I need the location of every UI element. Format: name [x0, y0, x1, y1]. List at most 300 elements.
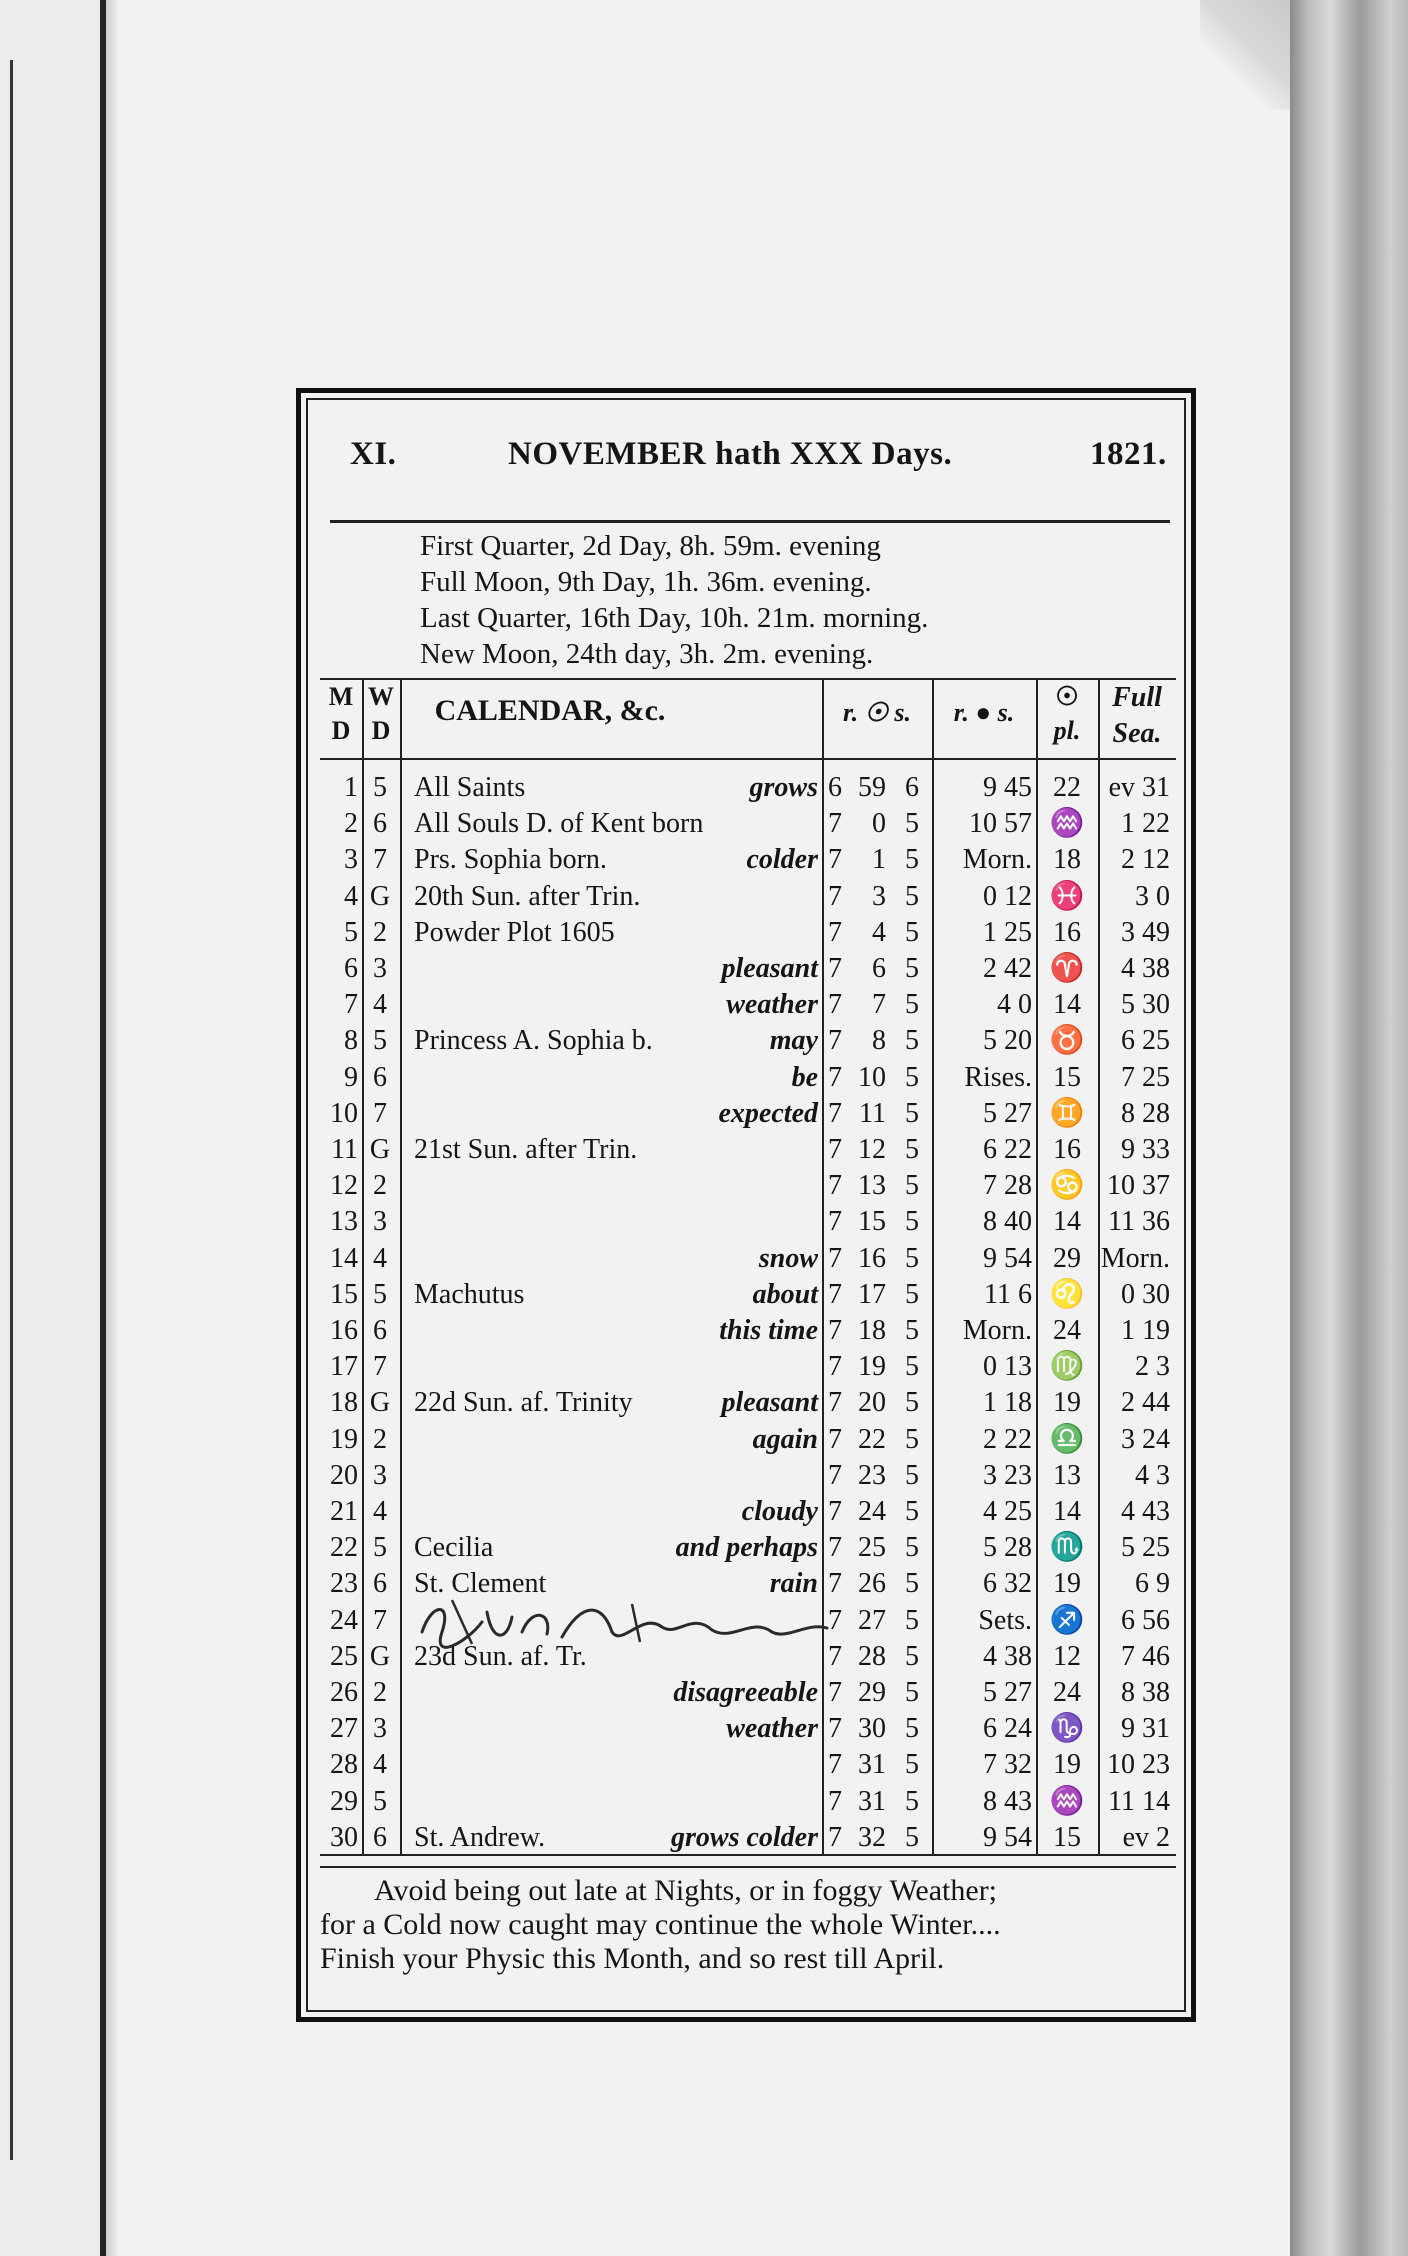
sunrise-hour: 7 [828, 1097, 842, 1129]
sunrise-minute: 7 [872, 989, 886, 1021]
moon-rise-set: 6 22 [983, 1134, 1032, 1165]
sunrise-hour: 7 [828, 916, 842, 948]
moon-rise-set: 5 27 [983, 1677, 1032, 1708]
full-sea: 11 14 [1108, 1785, 1170, 1817]
weather-note: may [769, 1025, 818, 1057]
header-rule [330, 520, 1170, 523]
sunrise-hour: 7 [828, 1351, 842, 1383]
calendar-row [320, 951, 1176, 987]
calendar-row [320, 770, 1176, 806]
footer-advice [320, 1874, 1176, 1976]
week-day: 3 [373, 1206, 387, 1238]
month-day: 4 [344, 880, 358, 912]
calendar-row [320, 806, 1176, 842]
weather-note: colder [746, 844, 818, 876]
moon-place: ♎ [1049, 1423, 1085, 1455]
sunrise-minute: 27 [858, 1604, 886, 1636]
sunset-hour: 5 [905, 989, 919, 1021]
moon-rise-set: 0 12 [983, 880, 1032, 912]
header-place-top: ☉ [1055, 682, 1079, 711]
week-day: 3 [373, 1459, 387, 1491]
handwritten-annotation [412, 1592, 832, 1652]
moon-place: ♒ [1049, 1785, 1085, 1817]
sunset-hour: 5 [905, 1315, 919, 1346]
sunrise-minute: 59 [858, 772, 886, 803]
sunrise-hour: 7 [828, 1713, 842, 1745]
week-day: 4 [373, 1496, 387, 1527]
moon-place: ♈ [1049, 953, 1085, 984]
sunset-hour: 5 [905, 916, 919, 948]
week-day: 2 [373, 1423, 387, 1455]
moon-place: ♍ [1049, 1351, 1085, 1383]
facing-page-edge [0, 0, 106, 2256]
week-day: 6 [373, 808, 387, 840]
month-day: 15 [330, 1278, 358, 1310]
sunset-hour: 6 [905, 772, 919, 803]
sunrise-minute: 22 [858, 1423, 886, 1455]
moon-rise-set: 9 54 [983, 1242, 1032, 1274]
sunrise-minute: 12 [858, 1134, 886, 1165]
moon-rise-set: Sets. [978, 1604, 1032, 1636]
calendar-row [320, 1385, 1176, 1421]
sunrise-minute: 30 [858, 1713, 886, 1745]
event: Powder Plot 1605 [414, 916, 615, 948]
moon-place: ♓ [1049, 880, 1085, 912]
full-sea: 1 19 [1121, 1315, 1170, 1346]
sunrise-hour: 7 [828, 1423, 842, 1455]
sunset-hour: 5 [905, 1532, 919, 1564]
book-gutter [106, 0, 120, 2256]
week-day: 5 [373, 1025, 387, 1057]
sunrise-hour: 7 [828, 1278, 842, 1310]
weather-note: again [752, 1423, 818, 1455]
moon-rise-set: 4 25 [983, 1496, 1032, 1527]
calendar-row [320, 1422, 1176, 1458]
sunrise-hour: 7 [828, 1640, 842, 1672]
sunset-hour: 5 [905, 1206, 919, 1238]
month-day: 18 [330, 1387, 358, 1419]
sunset-hour: 5 [905, 1134, 919, 1165]
calendar-row [320, 1096, 1176, 1132]
sunset-hour: 5 [905, 1677, 919, 1708]
sunset-hour: 5 [905, 1640, 919, 1672]
moon-rise-set: 4 0 [997, 989, 1032, 1021]
moon-place: ♋ [1049, 1170, 1085, 1202]
moon-place: 24 [1053, 1677, 1081, 1708]
moon-place: 29 [1053, 1242, 1081, 1274]
sunrise-minute: 19 [858, 1351, 886, 1383]
week-day: 6 [373, 1061, 387, 1093]
moon-rise-set: 10 57 [969, 808, 1032, 840]
moon-place: 19 [1053, 1568, 1081, 1600]
sunrise-hour: 7 [828, 1134, 842, 1165]
month-day: 9 [344, 1061, 358, 1093]
full-sea: 0 30 [1121, 1278, 1170, 1310]
weather-note: grows [749, 772, 818, 803]
sunrise-hour: 7 [828, 1387, 842, 1419]
weather-note: and perhaps [675, 1532, 818, 1564]
full-sea: 5 25 [1121, 1532, 1170, 1564]
sunrise-hour: 7 [828, 880, 842, 912]
sunrise-minute: 17 [858, 1278, 886, 1310]
sunrise-hour: 7 [828, 1061, 842, 1093]
sunset-hour: 5 [905, 1061, 919, 1093]
sunset-hour: 5 [905, 844, 919, 876]
full-sea: 2 12 [1121, 844, 1170, 876]
moon-place: 19 [1053, 1387, 1081, 1419]
full-sea: 6 9 [1135, 1568, 1170, 1600]
weather-note: expected [718, 1097, 818, 1129]
sunset-hour: 5 [905, 1749, 919, 1781]
sunrise-minute: 28 [858, 1640, 886, 1672]
full-sea: 7 25 [1121, 1061, 1170, 1093]
sunrise-minute: 1 [872, 844, 886, 876]
year: 1821. [1090, 436, 1167, 472]
moon-rise-set: 4 38 [983, 1640, 1032, 1672]
calendar-row [320, 1023, 1176, 1059]
calendar-row [320, 987, 1176, 1023]
moon-rise-set: 7 32 [983, 1749, 1032, 1781]
sunrise-minute: 6 [872, 953, 886, 984]
moon-rise-set: 6 24 [983, 1713, 1032, 1745]
sunrise-minute: 24 [858, 1496, 886, 1527]
month-day: 21 [330, 1496, 358, 1527]
footer-line-2: for a Cold now caught may continue the whole Winter.... [320, 1908, 1001, 1941]
moon-place: 15 [1053, 1821, 1081, 1853]
weather-note: this time [719, 1315, 818, 1346]
sunrise-minute: 0 [872, 808, 886, 840]
full-sea: 1 22 [1121, 808, 1170, 840]
sunrise-minute: 10 [858, 1061, 886, 1093]
sunrise-hour: 7 [828, 1785, 842, 1817]
month-day: 5 [344, 916, 358, 948]
sunrise-hour: 7 [828, 1568, 842, 1600]
header-full-sea-bottom: Sea. [1112, 718, 1162, 749]
sunrise-hour: 7 [828, 1749, 842, 1781]
moon-place: 13 [1053, 1459, 1081, 1491]
header-moon-rise-set: r. ● s. [953, 698, 1015, 727]
sunset-hour: 5 [905, 1097, 919, 1129]
week-day: 4 [373, 989, 387, 1021]
sunset-hour: 5 [905, 1423, 919, 1455]
sunset-hour: 5 [905, 808, 919, 840]
calendar-row [320, 1313, 1176, 1349]
moon-place: 18 [1053, 844, 1081, 876]
sunset-hour: 5 [905, 1242, 919, 1274]
sunrise-hour: 7 [828, 808, 842, 840]
sunrise-hour: 7 [828, 1532, 842, 1564]
sunset-hour: 5 [905, 1604, 919, 1636]
sunset-hour: 5 [905, 953, 919, 984]
month-day: 23 [330, 1568, 358, 1600]
event: Machutus [414, 1278, 525, 1310]
month-day: 16 [330, 1315, 358, 1346]
full-sea: 4 43 [1121, 1496, 1170, 1527]
weather-note: pleasant [721, 953, 818, 984]
week-day: G [369, 1134, 391, 1165]
moon-place: ♐ [1049, 1604, 1085, 1636]
month-day: 1 [344, 772, 358, 803]
moon-rise-set: 5 27 [983, 1097, 1032, 1129]
moon-place: 14 [1053, 989, 1081, 1021]
full-sea: ev 31 [1108, 772, 1170, 803]
moon-rise-set: 11 6 [984, 1278, 1032, 1310]
sunrise-hour: 7 [828, 1459, 842, 1491]
calendar-row [320, 842, 1176, 878]
month-day: 26 [330, 1677, 358, 1708]
full-sea: 3 49 [1121, 916, 1170, 948]
full-sea: 4 3 [1135, 1459, 1170, 1491]
page-corner-wear [1200, 0, 1300, 110]
sunrise-minute: 29 [858, 1677, 886, 1708]
week-day: 3 [373, 1713, 387, 1745]
month-number: XI. [350, 436, 397, 472]
week-day: 7 [373, 1351, 387, 1383]
calendar-row [320, 1277, 1176, 1313]
sunset-hour: 5 [905, 1459, 919, 1491]
sunrise-hour: 7 [828, 1242, 842, 1274]
sunrise-hour: 7 [828, 1677, 842, 1708]
calendar-row [320, 1675, 1176, 1711]
header-sun-rise-set: r. ☉ s. [842, 698, 912, 727]
full-sea: Morn. [1100, 1242, 1170, 1274]
sunrise-minute: 15 [858, 1206, 886, 1238]
moon-place: 12 [1053, 1640, 1081, 1672]
sunrise-hour: 7 [828, 1025, 842, 1057]
calendar-row [320, 1349, 1176, 1385]
footer-line-1: Avoid being out late at Nights, or in foggy Weather; [374, 1874, 998, 1907]
moon-place: ♌ [1049, 1278, 1085, 1310]
week-day: 5 [373, 1785, 387, 1817]
week-day: 5 [373, 772, 387, 803]
full-sea: 8 38 [1121, 1677, 1170, 1708]
sunset-hour: 5 [905, 1025, 919, 1057]
event: St. Andrew. [414, 1821, 546, 1853]
month-day: 27 [330, 1713, 358, 1745]
sunrise-hour: 7 [828, 1170, 842, 1202]
moon-place: 14 [1053, 1496, 1081, 1527]
week-day: 6 [373, 1568, 387, 1600]
moon-place: 19 [1053, 1749, 1081, 1781]
moon-place: ♑ [1049, 1713, 1085, 1745]
moon-rise-set: 2 42 [983, 953, 1032, 984]
event: St. Clement [414, 1568, 547, 1600]
sunset-hour: 5 [905, 1496, 919, 1527]
week-day: 5 [373, 1532, 387, 1564]
header-place-bottom: pl. [1053, 716, 1081, 745]
event: All Souls D. of Kent born [414, 808, 704, 840]
full-sea: 7 46 [1121, 1640, 1170, 1672]
moon-place: ♉ [1049, 1025, 1085, 1057]
sunrise-minute: 32 [858, 1821, 886, 1853]
event: 22d Sun. af. Trinity [414, 1387, 633, 1419]
moon-rise-set: 8 40 [983, 1206, 1032, 1238]
sunrise-hour: 7 [828, 1496, 842, 1527]
sunrise-hour: 7 [828, 1315, 842, 1346]
week-day: 2 [373, 1170, 387, 1202]
moon-phase-last-quarter: Last Quarter, 16th Day, 10h. 21m. morning. [420, 602, 929, 634]
weather-note: weather [726, 989, 818, 1021]
moon-rise-set: 5 20 [983, 1025, 1032, 1057]
sunrise-minute: 31 [858, 1749, 886, 1781]
month-day: 29 [330, 1785, 358, 1817]
week-day: G [369, 1387, 391, 1419]
week-day: 3 [373, 953, 387, 984]
moon-rise-set: 7 28 [983, 1170, 1032, 1202]
sunset-hour: 5 [905, 1170, 919, 1202]
full-sea: 8 28 [1121, 1097, 1170, 1129]
moon-place: 16 [1053, 1134, 1081, 1165]
sunrise-minute: 13 [858, 1170, 886, 1202]
moon-place: ♏ [1049, 1532, 1085, 1564]
moon-place: 24 [1053, 1315, 1081, 1346]
month-day: 24 [330, 1604, 358, 1636]
calendar-row [320, 879, 1176, 915]
full-sea: 4 38 [1121, 953, 1170, 984]
weather-note: cloudy [741, 1496, 818, 1527]
sunset-hour: 5 [905, 1568, 919, 1600]
full-sea: 11 36 [1108, 1206, 1170, 1238]
moon-rise-set: 5 28 [983, 1532, 1032, 1564]
month-day: 13 [330, 1206, 358, 1238]
footer-line-3: Finish your Physic this Month, and so rest till April. [320, 1942, 945, 1975]
moon-place: 22 [1053, 772, 1081, 803]
week-day: G [369, 1640, 391, 1672]
week-day: 4 [373, 1749, 387, 1781]
full-sea: 9 31 [1121, 1713, 1170, 1745]
sunrise-hour: 7 [828, 1206, 842, 1238]
month-day: 8 [344, 1025, 358, 1057]
month-day: 12 [330, 1170, 358, 1202]
event: 20th Sun. after Trin. [414, 880, 641, 912]
full-sea: 10 37 [1107, 1170, 1170, 1202]
calendar-row [320, 1204, 1176, 1240]
sunset-hour: 5 [905, 1387, 919, 1419]
calendar-row [320, 1060, 1176, 1096]
sunrise-hour: 7 [828, 844, 842, 876]
sunset-hour: 5 [905, 1351, 919, 1383]
sunrise-minute: 4 [872, 916, 886, 948]
week-day: 7 [373, 1097, 387, 1129]
moon-rise-set: Morn. [962, 1315, 1032, 1346]
week-day: 5 [373, 1278, 387, 1310]
moon-place: 14 [1053, 1206, 1081, 1238]
moon-place: ♒ [1049, 808, 1085, 840]
weather-note: grows colder [671, 1821, 818, 1853]
weather-note: weather [726, 1713, 818, 1745]
moon-rise-set: 6 32 [983, 1568, 1032, 1600]
facing-page-margin [0, 60, 13, 2160]
moon-rise-set: 9 45 [983, 772, 1032, 803]
full-sea: 6 56 [1121, 1604, 1170, 1636]
calendar-row [320, 1530, 1176, 1566]
week-day: 6 [373, 1315, 387, 1346]
sunrise-minute: 3 [872, 880, 886, 912]
calendar-row [320, 1747, 1176, 1783]
month-day: 6 [344, 953, 358, 984]
full-sea: 9 33 [1121, 1134, 1170, 1165]
sunset-hour: 5 [905, 1785, 919, 1817]
moon-place: 15 [1053, 1061, 1081, 1093]
month-day: 14 [330, 1242, 358, 1274]
header-month-day-top: M [328, 682, 354, 711]
sunrise-hour: 7 [828, 989, 842, 1021]
weather-note: rain [769, 1568, 818, 1600]
event: Cecilia [414, 1532, 494, 1564]
calendar-row [320, 1132, 1176, 1168]
month-day: 11 [331, 1134, 358, 1165]
month-day: 7 [344, 989, 358, 1021]
calendar-row [320, 915, 1176, 951]
month-title: NOVEMBER hath XXX Days. [508, 436, 953, 472]
month-day: 19 [330, 1423, 358, 1455]
calendar-row [320, 1458, 1176, 1494]
book-cover-edge [1290, 0, 1408, 2256]
event: Princess A. Sophia b. [414, 1025, 653, 1057]
moon-place: 16 [1053, 916, 1081, 948]
calendar-row [320, 1784, 1176, 1820]
moon-rise-set: 8 43 [983, 1785, 1032, 1817]
sunrise-minute: 18 [858, 1315, 886, 1346]
weather-note: snow [758, 1242, 818, 1274]
sunrise-hour: 7 [828, 1821, 842, 1853]
calendar-row [320, 1241, 1176, 1277]
sunset-hour: 5 [905, 1713, 919, 1745]
moon-phase-first-quarter: First Quarter, 2d Day, 8h. 59m. evening [420, 530, 881, 562]
sunrise-minute: 8 [872, 1025, 886, 1057]
header-week-day-bottom: D [371, 716, 391, 745]
sunset-hour: 5 [905, 880, 919, 912]
month-day: 25 [330, 1640, 358, 1672]
month-day: 20 [330, 1459, 358, 1491]
sunrise-hour: 7 [828, 1604, 842, 1636]
month-day: 22 [330, 1532, 358, 1564]
sunrise-minute: 11 [859, 1097, 886, 1129]
table-header-rule [320, 758, 1176, 760]
calendar-row [320, 1711, 1176, 1747]
moon-rise-set: 1 25 [983, 916, 1032, 948]
full-sea: 6 25 [1121, 1025, 1170, 1057]
week-day: 2 [373, 1677, 387, 1708]
month-day: 17 [330, 1351, 358, 1383]
moon-rise-set: Morn. [962, 844, 1032, 876]
full-sea: 3 24 [1121, 1423, 1170, 1455]
moon-rise-set: 2 22 [983, 1423, 1032, 1455]
week-day: 6 [373, 1821, 387, 1853]
moon-phase-full-moon: Full Moon, 9th Day, 1h. 36m. evening. [420, 566, 872, 598]
moon-rise-set: 0 13 [983, 1351, 1032, 1383]
header-month-day-bottom: D [331, 716, 351, 745]
event: 21st Sun. after Trin. [414, 1134, 638, 1165]
event: 23d Sun. af. Tr. [414, 1640, 587, 1672]
weather-note: be [791, 1061, 818, 1093]
calendar-row [320, 1168, 1176, 1204]
full-sea: 3 0 [1135, 880, 1170, 912]
week-day: 2 [373, 916, 387, 948]
sunset-hour: 5 [905, 1278, 919, 1310]
header-calendar: CALENDAR, &c. [434, 694, 666, 727]
full-sea: 10 23 [1107, 1749, 1170, 1781]
sunset-hour: 5 [905, 1821, 919, 1853]
full-sea: 2 3 [1135, 1351, 1170, 1383]
calendar-row [320, 1820, 1176, 1856]
moon-place: ♊ [1049, 1097, 1085, 1129]
sunrise-minute: 16 [858, 1242, 886, 1274]
sunrise-minute: 23 [858, 1459, 886, 1491]
full-sea: ev 2 [1122, 1821, 1170, 1853]
header-week-day-top: W [368, 682, 394, 711]
footer-rule [320, 1866, 1176, 1868]
